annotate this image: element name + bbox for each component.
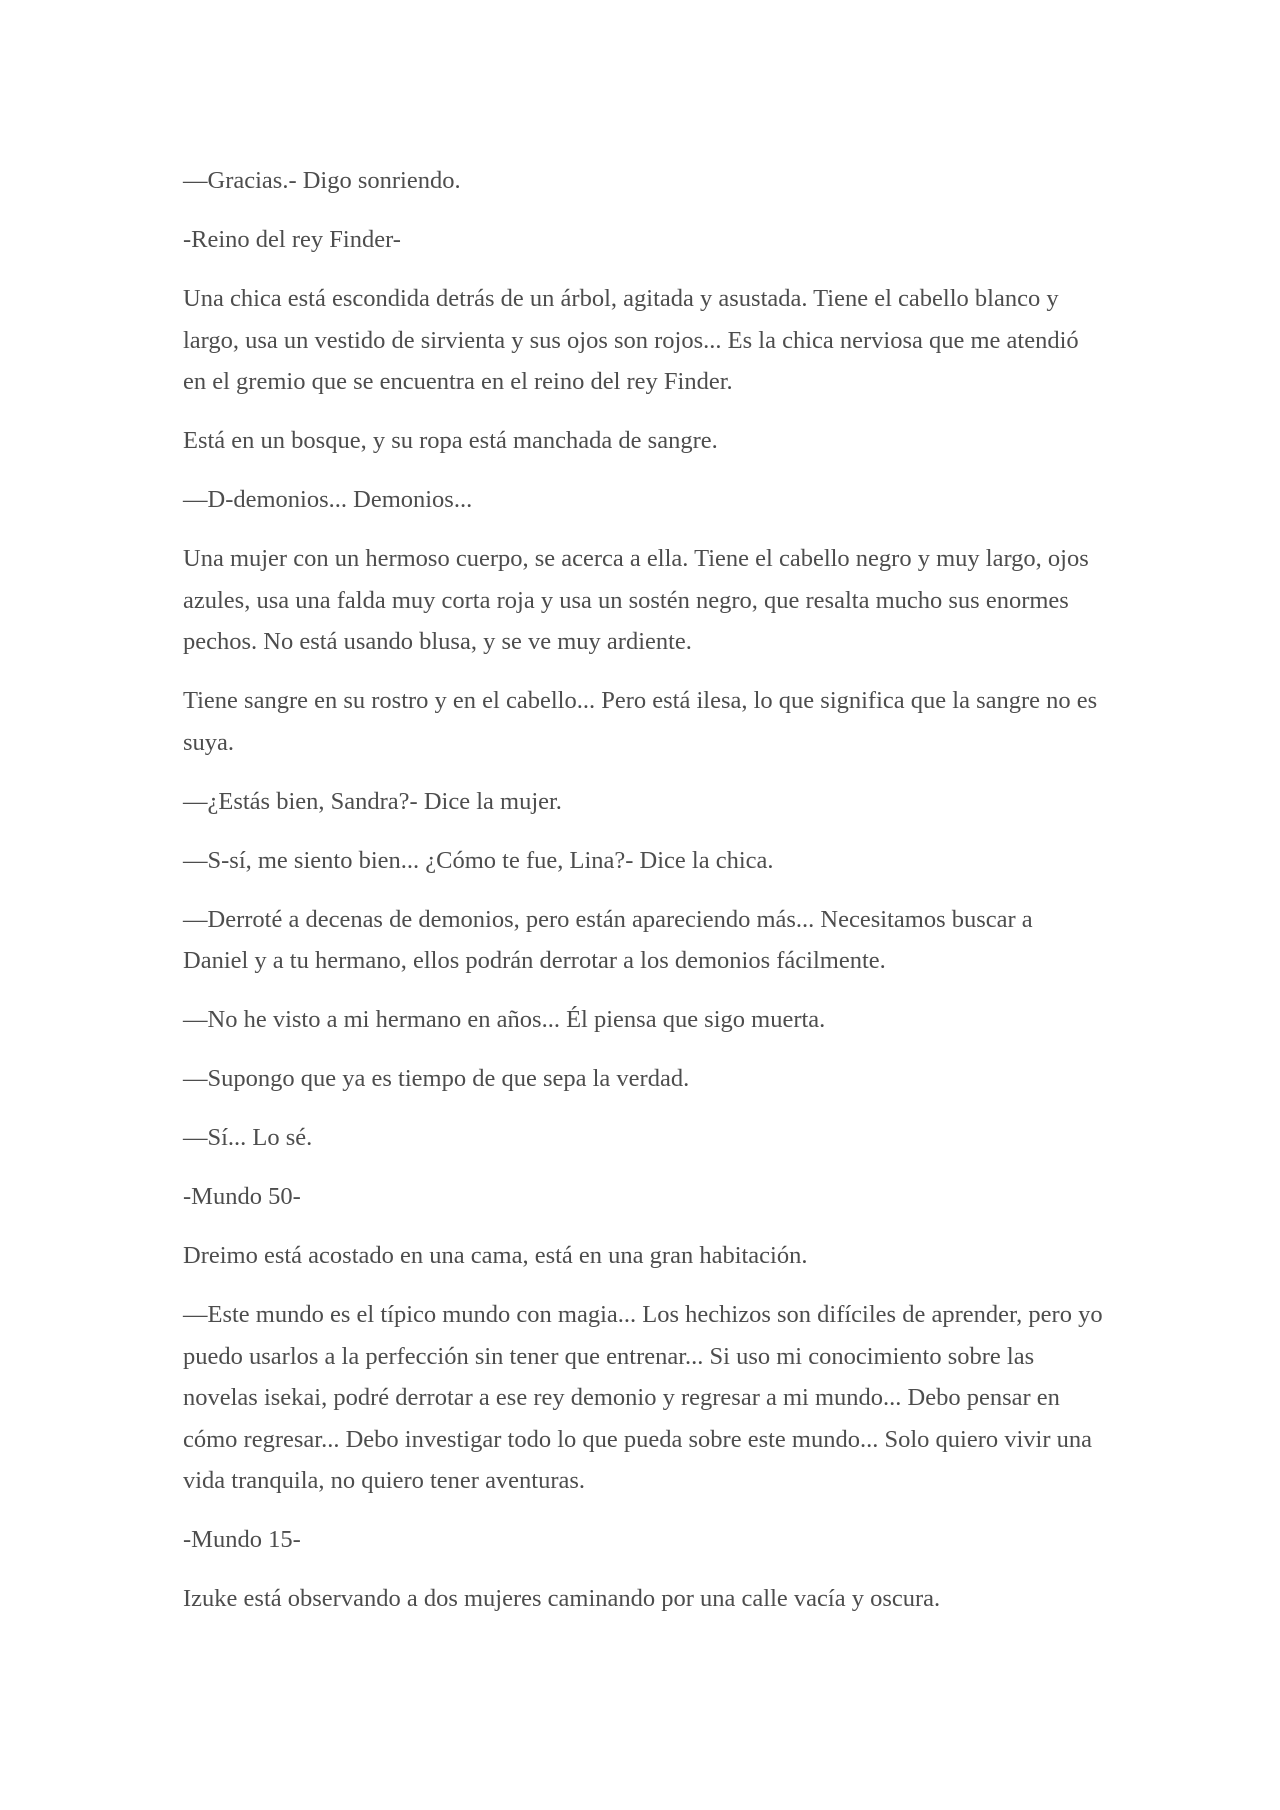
- paragraph: Tiene sangre en su rostro y en el cabello... Pero está ilesa, lo que significa que la sangre no es suya.: [183, 687, 1098, 756]
- paragraph-dialogue: —Gracias.- Digo sonriendo.: [183, 167, 461, 194]
- paragraph-dialogue: —Este mundo es el típico mundo con magia... Los hechizos son difíciles de aprender, pero yo puedo usarlos a la perfección sin tener que entrenar... Si uso mi conocimiento sobre las novelas isekai, podré derrotar a ese rey demonio y regresar a mi mundo... Debo pensar en cómo regresar... Debo investigar todo lo que pueda sobre este mundo... Solo quiero vivir una vida tranquila, no quiero tener aventuras.: [183, 1301, 1103, 1494]
- document-body: [183, 160, 1103, 1637]
- paragraph-dialogue: —S-sí, me siento bien... ¿Cómo te fue, Lina?- Dice la chica.: [183, 846, 774, 874]
- paragraph: Dreimo está acostado en una cama, está en una gran habitación.: [183, 1242, 808, 1269]
- scene-heading: -Mundo 15-: [183, 1526, 301, 1553]
- paragraph: Una chica está escondida detrás de un árbol, agitada y asustada. Tiene el cabello blanco y largo, usa un vestido de sirvienta y sus ojos son rojos... Es la chica nerviosa que me atendió en el gremio que se encuentra en el reino del rey Finder.: [183, 285, 1079, 395]
- scene-heading: -Reino del rey Finder-: [183, 226, 401, 253]
- paragraph-dialogue: —D-demonios... Demonios...: [183, 486, 473, 513]
- paragraph-dialogue: —Sí... Lo sé.: [183, 1124, 313, 1151]
- paragraph-dialogue: —¿Estás bien, Sandra?- Dice la mujer.: [183, 787, 562, 815]
- scene-heading: -Mundo 50-: [183, 1183, 301, 1210]
- paragraph: Una mujer con un hermoso cuerpo, se acerca a ella. Tiene el cabello negro y muy largo, ojos azules, usa una falda muy corta roja y usa un sostén negro, que resalta mucho sus enormes pechos. No está usando blusa, y se ve muy ardiente.: [183, 545, 1089, 655]
- paragraph-dialogue: —No he visto a mi hermano en años... Él piensa que sigo muerta.: [183, 1006, 826, 1033]
- paragraph: Izuke está observando a dos mujeres caminando por una calle vacía y oscura.: [183, 1585, 941, 1612]
- paragraph-dialogue: —Derroté a decenas de demonios, pero están apareciendo más... Necesitamos buscar a Daniel y a tu hermano, ellos podrán derrotar a los demonios fácilmente.: [183, 905, 1033, 974]
- paragraph-dialogue: —Supongo que ya es tiempo de que sepa la verdad.: [183, 1065, 690, 1092]
- paragraph: Está en un bosque, y su ropa está manchada de sangre.: [183, 427, 718, 454]
